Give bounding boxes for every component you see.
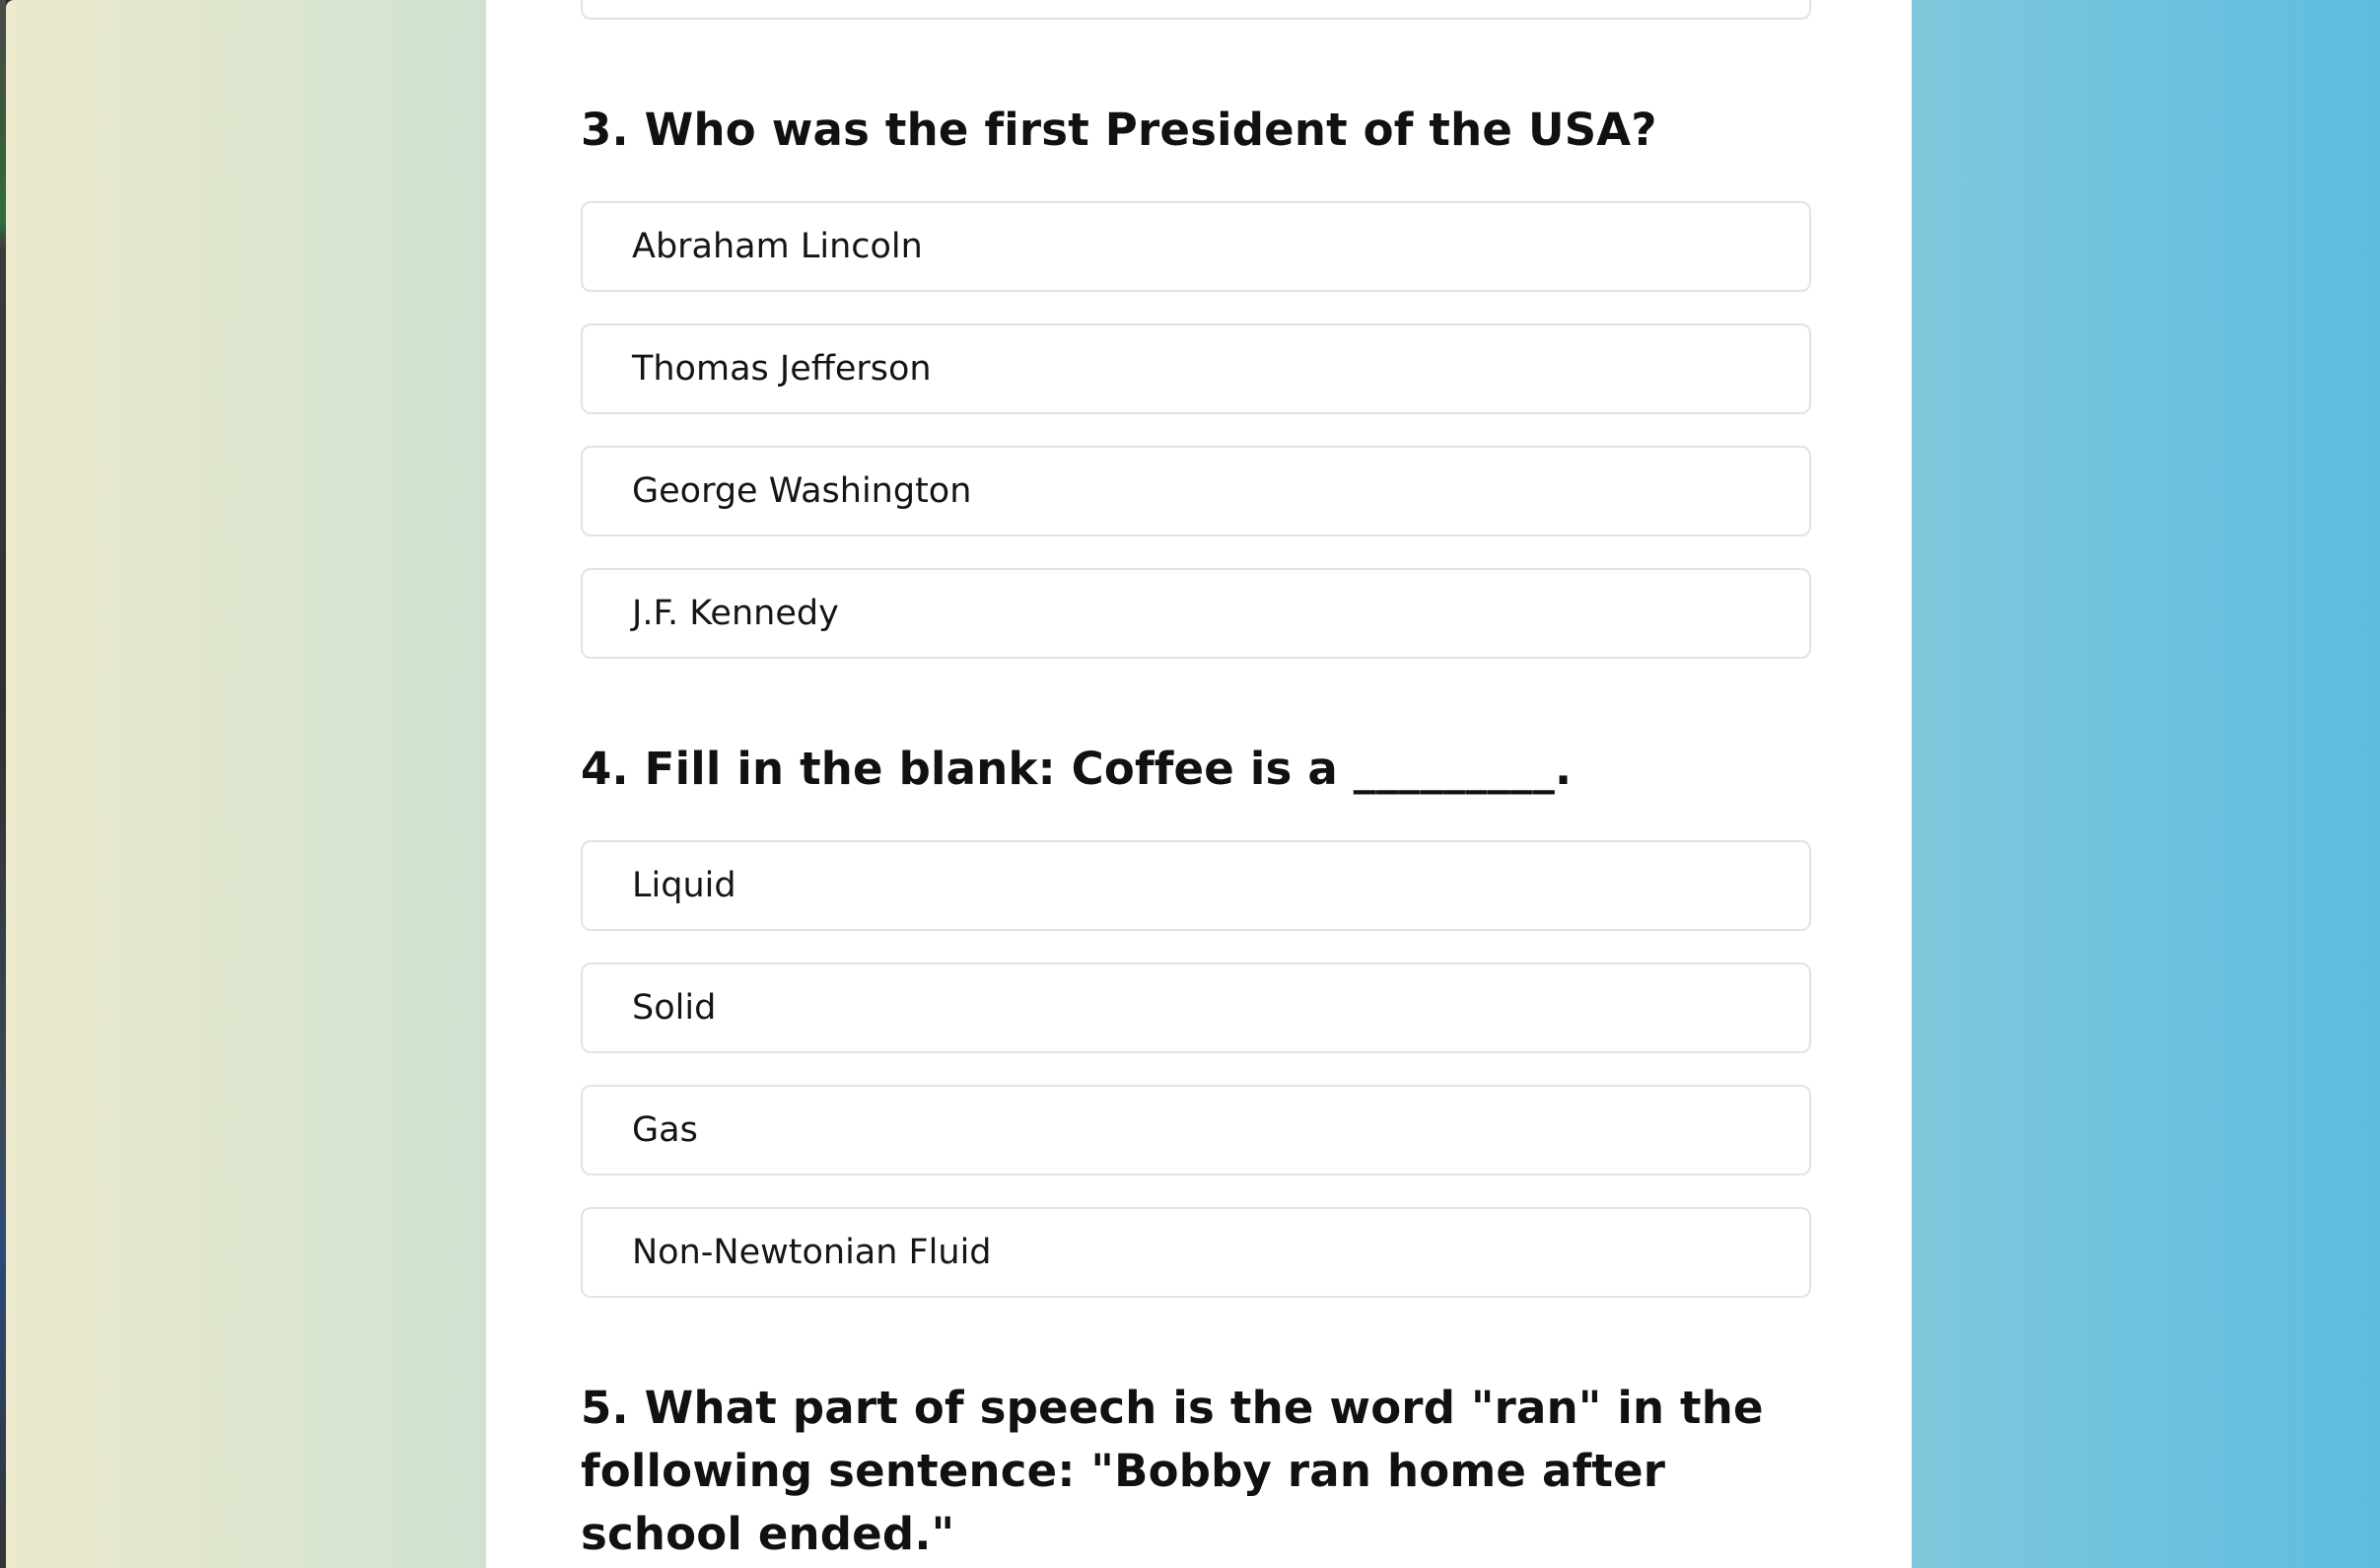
page-viewport <box>6 0 2380 1568</box>
option-label: George Washington <box>632 471 972 511</box>
option-label: Gas <box>632 1110 698 1150</box>
question-3-option-2[interactable] <box>581 323 1811 414</box>
option-label: J.F. Kennedy <box>632 594 839 633</box>
option-label: Solid <box>632 988 717 1028</box>
option-label: Liquid <box>632 866 736 905</box>
option-label: Thomas Jefferson <box>632 349 932 389</box>
question-3-option-4[interactable] <box>581 568 1811 659</box>
question-3-title: 3. Who was the first President of the USA? <box>581 104 1657 156</box>
question-3-option-1[interactable] <box>581 201 1811 292</box>
question-4-option-4[interactable] <box>581 1207 1811 1298</box>
question-5-title: 5. What part of speech is the word "ran" in the following sentence: "Bobby ran home after school ended." <box>581 1382 1764 1560</box>
question-4-option-1[interactable] <box>581 840 1811 931</box>
question-3-option-3[interactable] <box>581 446 1811 536</box>
option-label: Abraham Lincoln <box>632 227 923 266</box>
option-label: Non-Newtonian Fluid <box>632 1233 992 1272</box>
question-4-option-2[interactable] <box>581 962 1811 1053</box>
question-4-option-3[interactable] <box>581 1085 1811 1176</box>
question-4-title: 4. Fill in the blank: Coffee is a _________. <box>581 743 1573 795</box>
previous-question-option[interactable] <box>581 0 1811 20</box>
quiz-card <box>486 0 1912 1568</box>
